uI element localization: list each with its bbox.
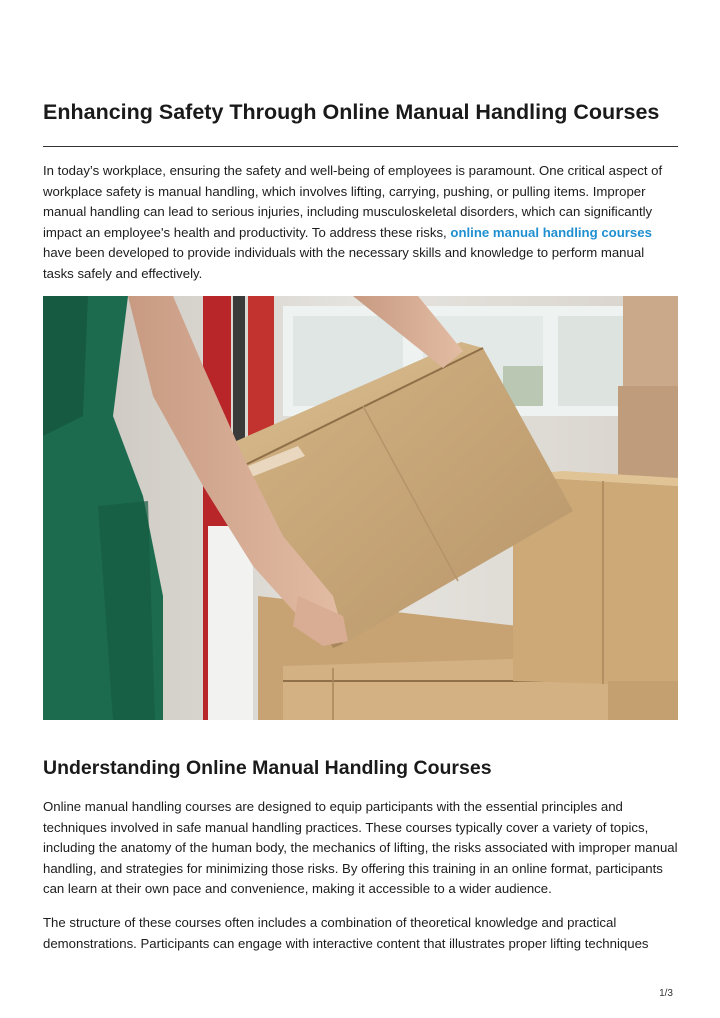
online-manual-handling-courses-link[interactable]: online manual handling courses: [450, 224, 652, 240]
intro-paragraph: [43, 161, 678, 285]
title-divider: [43, 146, 678, 147]
intro-text-end: have been developed to provide individuals with the necessary skills and knowledge to perform manual tasks safely and effectively.: [43, 245, 645, 281]
page-number: 1/3: [659, 988, 673, 999]
section-paragraph-1: Online manual handling courses are designed to equip participants with the essential principles and techniques involved in safe manual handling practices. These courses typically cover a variety of topics, including the anatomy of the human body, the mechanics of lifting, the risks associated with improper manual handling, and strategies for minimizing those risks. By offering this training in an online format, participants can learn at their own pace and convenience, making it accessible to a wider audience.: [43, 799, 678, 897]
worker-lifting-box-photo: [43, 296, 678, 720]
intro-text-start: In today’s workplace, ensuring the safety and well-being of employees is paramount. One critical aspect of workplace safety is manual handling, which involves lifting, carrying, pushing, or pulling items. Improper manual handling can lead to serious injuries, including musculoskeletal disorders, which can significantly impact an employee's health and productivity. To address these risks,: [43, 163, 663, 240]
article-title: Enhancing Safety Through Online Manual Handling Courses: [43, 100, 660, 124]
section-heading: Understanding Online Manual Handling Courses: [43, 757, 492, 779]
section-paragraph-2: The structure of these courses often includes a combination of theoretical knowledge and practical demonstrations. Participants can engage with interactive content that illustrates proper lifting techniques: [43, 915, 649, 951]
